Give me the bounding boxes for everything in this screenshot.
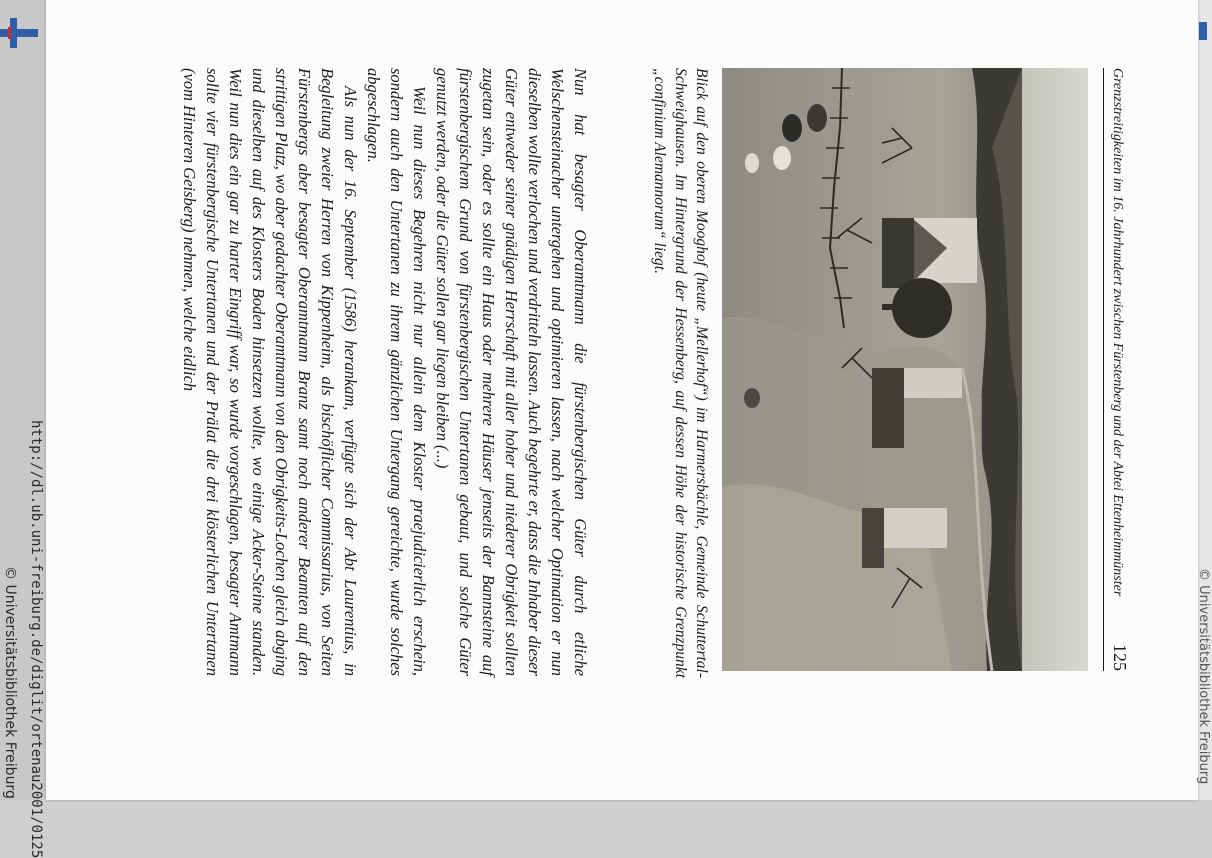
adjacent-page-stamp: © Universitätsbibliothek Freiburg — [1196, 568, 1211, 785]
running-head-title: Grenzstreitigkeiten im 16. Jahrhundert zwischen Fürstenberg und der Abtei Ettenheimmünster — [1110, 68, 1125, 597]
paragraph: Nun hat besagter Oberamtmann die fürstenbergischen Güter durch etliche Welschensteinacher untergehen und optimieren lassen, nach welcher Optimation er nun dieselben wollte verlochen und verdritteln lassen. Auch begehrte er, dass die Inhaber dieser Güter entweder seiner gnädigen Herrschaft mit aller hoher und niederer Obrigkeit sollten zugetan sein, oder es sollte ein Haus oder mehrere Häuser jenseits der Bannsteine auf fürstenbergischem Grund von fürstenbergischen Untertanen gebaut, und solche Güter genutzt werden, oder die Güter sollen gar liegen bleiben (...) — [433, 68, 590, 676]
figure-photograph — [722, 68, 1088, 671]
running-head — [1103, 68, 1130, 671]
farm-landscape-photo — [722, 68, 1088, 671]
figure-caption: Blick auf den oberen Mooghof (heute „Mellerhof“) im Harmersbächle, Gemeinde Schuttertal-Schweighausen. Im Hintergrund der Hessenberg, auf dessen Höhe der historische Grenzpunkt „confinium Alemannorum“ liegt. — [651, 68, 710, 678]
source-url[interactable]: http://dl.ub.uni-freiburg.de/diglit/ortenau2001/0125 — [28, 420, 44, 858]
body-text — [178, 68, 592, 676]
paragraph: Als nun der 16. September (1586) herankam, verfügte sich der Abt Laurentius, in Begleitung zweier Herren von Kippenheim, als bischöflicher Commissarius, von Seiten Fürstenbergs aber besagter Oberamtmann Branz samt noch anderer Beamten auf den strittigen Platz, wo aber gedachter Oberamtmann von den Obrigkeits-Lochen gleich abging und dieselben auf des Klosters Boden hinsetzen wollte, wo einige Acker-Steine standen. Weil nun dies ein gar zu harter Eingriff war, so wurde vorgeschlagen, besagter Amtmann sollte vier fürstenbergische Untertanen und der Prälat die drei klösterlichen Untertanen (vom Hinteren Geisberg) nehmen, welche eidlich — [180, 68, 360, 676]
scan-registration-mark-right — [1199, 22, 1207, 40]
scan-registration-mark — [0, 18, 40, 48]
paragraph: Weil nun dieses Begehren nicht nur allein dem Kloster praejudicierlich erschein, sondern auch den Untertanen zu ihrem gänzlichen Untergang gereichte, wurde solches abgeschlagen. — [364, 68, 429, 676]
page-number: 125 — [1110, 644, 1130, 671]
copyright-notice: © Universitätsbibliothek Freiburg — [2, 566, 18, 799]
